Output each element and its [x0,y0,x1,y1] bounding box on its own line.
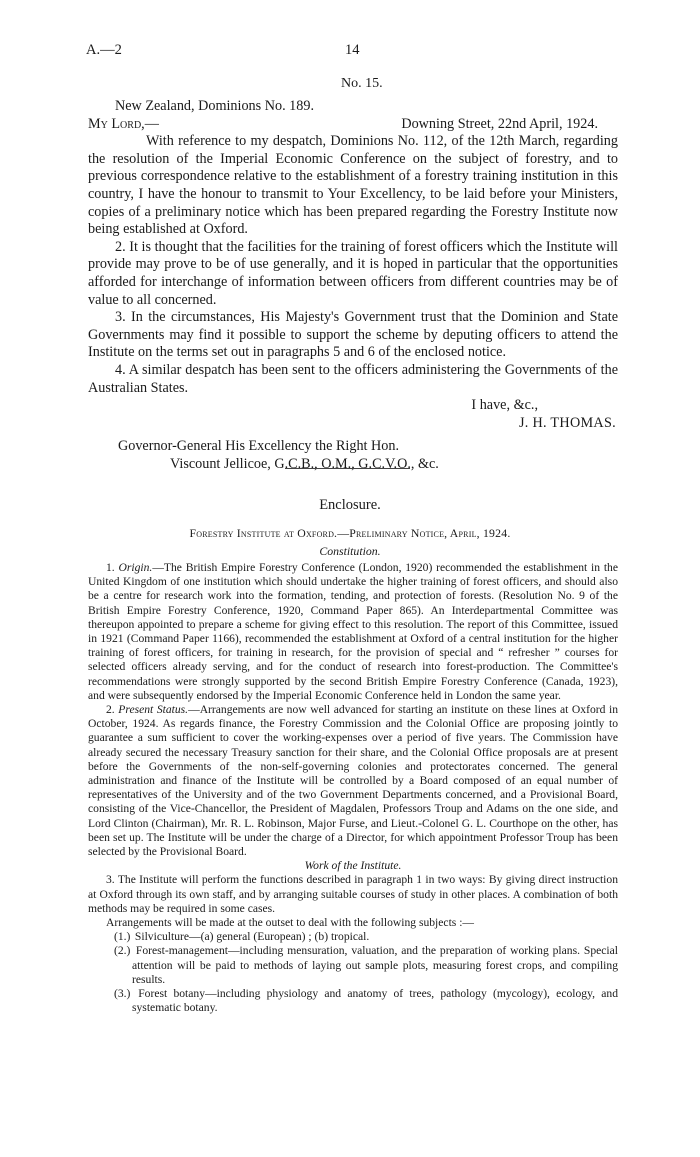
letter-paragraph: 4. A similar despatch has been sent to the officers administering the Governments of the Australian States. [88,361,618,396]
paragraph-heading: Origin. [118,561,153,574]
paragraph-arrangements: Arrangements will be made at the outset to deal with the following subjects :— [106,916,475,930]
paragraph-status [88,703,618,859]
notice-title: Forestry Institute at Oxford.—Preliminary Notice, April, 1924. [189,526,511,540]
document-code: A.—2 [86,42,122,58]
despatch-letter [88,98,618,473]
section-heading: Constitution. [319,544,381,558]
recipient-line: Governor-General His Excellency the Right Hon. [118,438,400,455]
despatch-number: No. 15. [341,76,383,91]
paragraph-number: 2. [106,703,115,717]
salutation: My Lord,— [88,115,159,132]
paragraph-work: 3. The Institute will perform the functions described in paragraph 1 in two ways: By giving direct instruction at Oxford through its own staff, and by arranging suitable courses of study in other places. A combination of both methods may be required in some cases. [88,873,618,915]
dateline: Downing Street, 22nd April, 1924. [401,115,598,132]
list-item [88,987,618,1015]
enclosure-title: Enclosure. [319,497,381,513]
paragraph-number: 1. [106,561,115,574]
list-item-number: (1.) [114,930,131,944]
closing-row [88,397,618,415]
list-item-number: (2.) [114,944,131,958]
letter-paragraph: 2. It is thought that the facilities for the training of forest officers which the Institute will provide may prove to be of use generally, and it is hoped in particular that the opportunities afforded for interchange of information between officers from different countries may be of value to all concerned. [88,238,618,308]
subjects-list [88,930,618,1015]
enclosure-body [88,561,618,1016]
section-divider [285,468,410,469]
paragraph-origin [88,561,618,703]
paragraph-heading: Present Status. [118,703,189,717]
letter-paragraph: With reference to my despatch, Dominions No. 112, of the 12th March, regarding the resolution of the Imperial Economic Conference on the subject of forestry, and to previous correspondence relative to the establishment of a forestry training institution in this country, I have the honour to transmit to Your Excellency, to be laid before your Ministers, copies of a preliminary notice which has been prepared regarding the Forestry Institute now being established at Oxford. [88,133,618,238]
letter-paragraph: 3. In the circumstances, His Majesty's Government trust that the Dominion and State Governments may find it possible to support the scheme by deputing officers to attend the Institute on the terms set out in paragraphs 5 and 6 of the enclosed notice. [88,309,618,361]
signature: J. H. THOMAS. [518,414,616,431]
recipient-line: Viscount Jellicoe, G.C.B., O.M., G.C.V.O., &c. [170,455,439,472]
list-item [88,944,618,987]
list-item-text: Silviculture—(a) general (European) ; (b) tropical. [134,930,370,944]
closing: I have, &c., [471,397,538,414]
paragraph-text: —Arrangements are now well advanced for starting an institute on these lines at Oxford in October, 1924. As regards finance, the Forestry Commission and the Colonial Office are proposing jointly to guarantee a sum sufficient to cover the working-expenses over a period of five years. The Commission have already secured the necessary Treasury sanction for their share, and the Colonial Office proposals are at present before the Governments of the non-self-governing colonies and protectorates concerned. The general administration and finance of the Institute will be controlled by a Board composed of an equal number of representatives of the University and of the two Government Departments concerned, and a Provisional Board, consisting of the Vice-Chancellor, the President of Magdalen, Professors Troup and Adams on the one side, and Lord Clinton (Chairman), Mr. R. L. Robinson, Major Furse, and Lieut.-Colonel G. L. Courthope on the other, has been set up. The Institute will be under the charge of a Director, for which appointment Professor Troup has been selected by the Provisional Board. [88,703,618,859]
list-item-text: Forest-management—including mensuration, valuation, and the preparation of working plans. Special attention will be paid to methods of laying out sample plots, measuring forest crops, and compiling results. [132,944,618,986]
salutation-row [88,116,618,134]
section-heading: Work of the Institute. [304,859,402,873]
list-item [88,930,618,944]
paragraph-text: —The British Empire Forestry Conference (London, 1920) recommended the establishment in the United Kingdom of one institution which should undertake the higher training of forest officers, and should also be a centre for research work into the formation, tending, and protection of forests. (Resolution No. 9 of the British Empire Forestry Conference, 1920, Command Paper 865). An Interdepartmental Committee was thereupon appointed to prepare a scheme for giving effect to this resolution. The report of this Committee, issued in 1921 (Command Paper 1166), recommended the establishment at Oxford of a central institution for the higher training of forest officers, for training in research, for the provision of special and “ refresher ” courses for selected officers already serving, and for the conduct of research into forest-production. The Committee's recommendations were strongly supported by the second British Empire Forestry Conference (Canada, 1923), and were subsequently endorsed by the Imperial Economic Conference held in London the same year. [88,561,619,702]
addressee-line: New Zealand, Dominions No. 189. [115,98,314,114]
page-number: 14 [345,42,360,58]
list-item-text: Forest botany—including physiology and anatomy of trees, pathology (mycology), ecology, and systematic botany. [132,987,618,1015]
list-item-number: (3.) [114,987,131,1001]
